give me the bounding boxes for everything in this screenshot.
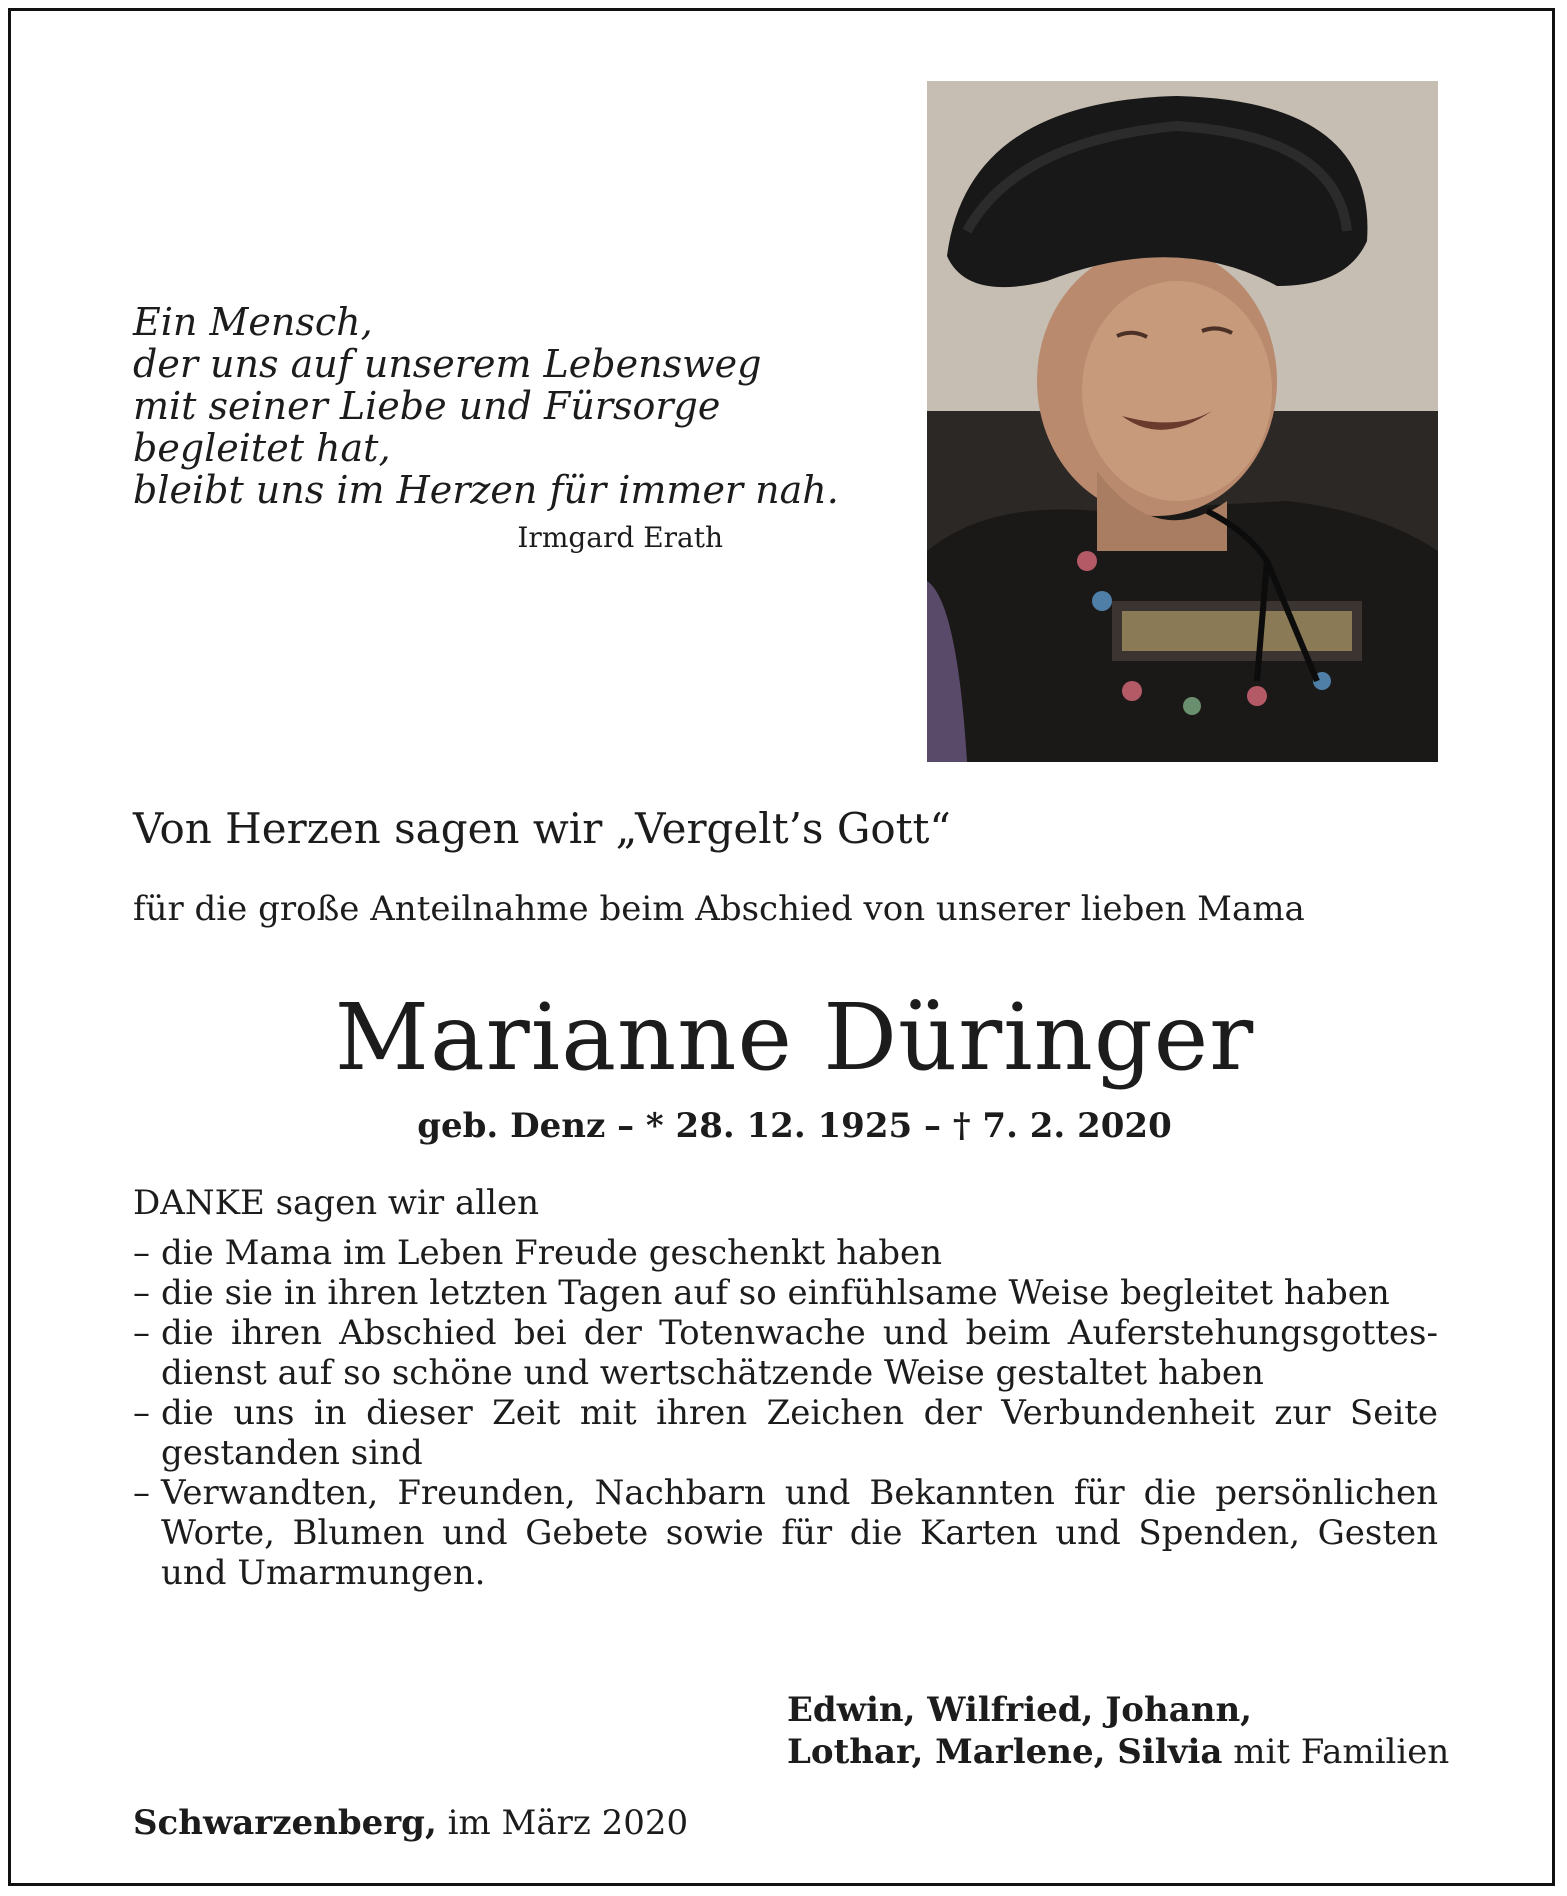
signature-block — [787, 1689, 1449, 1773]
deceased-name: Marianne Düringer — [334, 984, 1255, 1091]
list-item-text: die uns in dieser Zeit mit ihren Zeichen der Verbundenheit zur Seite gestanden sind — [161, 1393, 1438, 1473]
dash-bullet: – — [133, 1233, 150, 1273]
place-month: im März 2020 — [436, 1803, 689, 1843]
dash-bullet: – — [133, 1273, 150, 1313]
signature-suffix: mit Familien — [1222, 1732, 1450, 1772]
list-item-text: die ihren Abschied bei der Totenwache und beim Auferstehungsgottesdienst auf so schöne und wertschätzende Weise gestaltet haben — [161, 1313, 1438, 1393]
list-item — [133, 1273, 1438, 1313]
place-date — [133, 1802, 688, 1844]
dash-bullet: – — [133, 1313, 150, 1353]
signature-names-line2: Lothar, Marlene, Silvia — [787, 1732, 1223, 1772]
dash-bullet: – — [133, 1473, 150, 1513]
portrait-illustration — [927, 81, 1438, 762]
quote-line: bleibt uns im Herzen für immer nah. — [133, 468, 839, 512]
list-item — [133, 1393, 1438, 1473]
thanks-list — [133, 1233, 1438, 1593]
list-item — [133, 1313, 1438, 1393]
list-item-text: die sie in ihren letzten Tagen auf so einfühlsame Weise begleitet haben — [161, 1273, 1390, 1313]
signature-names-line1: Edwin, Wilfried, Johann, — [787, 1690, 1253, 1730]
quote-line: begleitet hat, — [133, 426, 391, 470]
quote-author: Irmgard Erath — [517, 521, 723, 554]
list-item — [133, 1233, 1438, 1273]
list-item-text: die Mama im Leben Freude geschenkt haben — [161, 1233, 943, 1273]
obituary-frame — [8, 8, 1555, 1886]
memorial-quote — [133, 300, 839, 512]
quote-line: der uns auf unserem Lebensweg — [133, 342, 762, 386]
list-item-text: Verwandten, Freunden, Nachbarn und Bekannten für die persönlichen Worte, Blumen und Gebete sowie für die Karten und Spenden, Gesten und Umarmungen. — [161, 1473, 1438, 1593]
dash-bullet: – — [133, 1393, 150, 1433]
list-item — [133, 1473, 1438, 1593]
quote-line: Ein Mensch, — [133, 300, 373, 344]
life-dates: geb. Denz – * 28. 12. 1925 – † 7. 2. 2020 — [417, 1106, 1172, 1146]
danke-intro: DANKE sagen wir allen — [133, 1183, 539, 1223]
place-town: Schwarzenberg, — [133, 1803, 437, 1843]
thanks-heading: Von Herzen sagen wir „Vergelt’s Gott“ — [133, 804, 951, 853]
quote-line: mit seiner Liebe und Fürsorge — [133, 384, 721, 428]
thanks-subtitle: für die große Anteilnahme beim Abschied von unserer lieben Mama — [133, 889, 1305, 929]
portrait-photo — [927, 81, 1438, 762]
